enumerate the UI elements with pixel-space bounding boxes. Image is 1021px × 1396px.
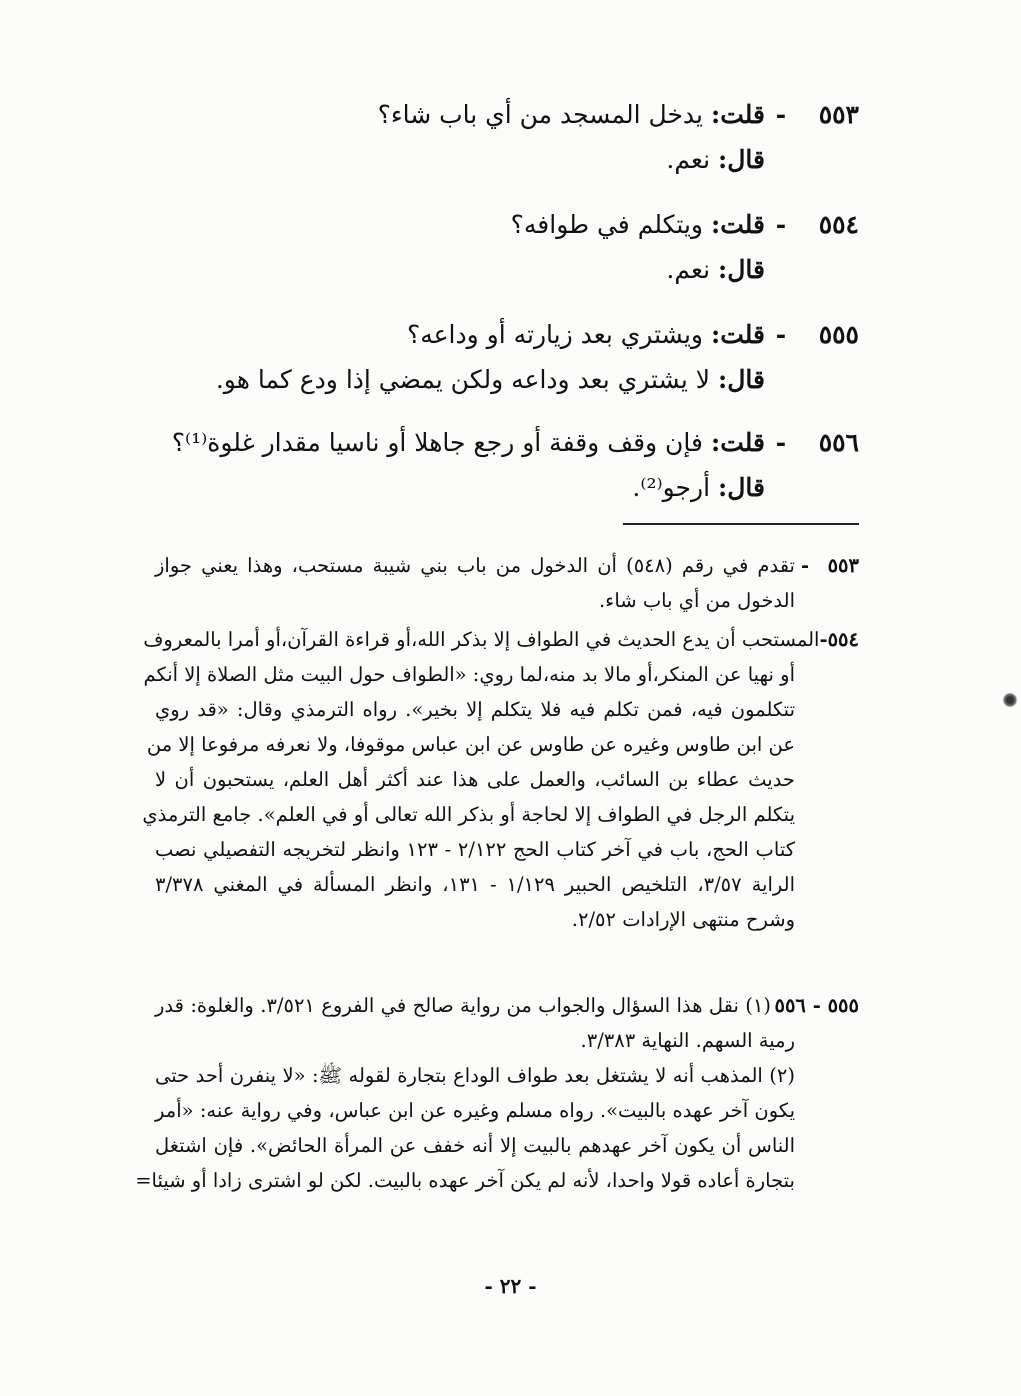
footnote-555-556 <box>135 988 859 1198</box>
dash: - <box>819 628 828 651</box>
question-text: ويتكلم في طوافه؟ <box>510 210 703 239</box>
footnote-first-line <box>155 988 859 1023</box>
footnote-line: المستحب أن يدع الحديث في الطواف إلا بذكر الله،أو قراءة القرآن،أو أمرا بالمعروف <box>143 628 820 651</box>
answer-text: نعم. <box>666 145 711 174</box>
footnote-line: تتكلمون فيه، فمن تكلم فيه فلا يتكلم إلا بخير». رواه الترمذي وقال: «قد روي <box>155 698 795 721</box>
footnote-line: (٢) المذهب أنه لا يشتغل بعد طواف الوداع بتجارة لقوله ﷺ: «لا ينفرن أحد حتى <box>155 1064 795 1087</box>
answer-line <box>120 147 859 172</box>
question-line <box>120 102 859 127</box>
question-line <box>120 212 859 237</box>
answer-text: أرجو⁽²⁾. <box>632 473 711 502</box>
dash: - <box>775 100 787 129</box>
footnote-first-line <box>155 548 859 583</box>
dash: - <box>775 210 787 239</box>
question-text: يدخل المسجد من أي باب شاء؟ <box>377 100 703 129</box>
answer-text: نعم. <box>666 255 711 284</box>
scan-speck <box>1003 692 1017 708</box>
question-label: قلت: <box>710 320 765 349</box>
entry-554 <box>120 212 859 282</box>
footnote-line: حديث عطاء بن السائب، والعمل على هذا عند أكثر أهل العلم، يستحبون أن لا <box>155 768 795 791</box>
footnote-line: تقدم في رقم (٥٤٨) أن الدخول من باب بني شيبة مستحب، وهذا يعني جواز <box>155 554 795 577</box>
footnote-number: ٥٥٤ <box>827 628 859 651</box>
page-number: - ٢٢ - <box>484 1274 537 1298</box>
footnote-line: عن ابن طاوس وغيره عن طاوس عن ابن عباس موقوفا، ولا نعرفه مرفوعا إلا من <box>146 733 795 756</box>
footnote-first-line <box>143 622 859 657</box>
question-label: قلت: <box>710 210 765 239</box>
entry-553 <box>120 102 859 172</box>
footnote-line: الدخول من أي باب شاء. <box>598 589 795 612</box>
footnote-line: يكون آخر عهده بالبيت». رواه مسلم وغيره عن ابن عباس، وفي رواية عنه: «أمر <box>155 1099 795 1122</box>
footnote-line: بتجارة أعاده قولا واحدا، لأنه لم يكن آخر عهده بالبيت. لكن لو اشترى زادا أو شيئا= <box>135 1169 795 1192</box>
footnote-553 <box>155 548 859 618</box>
answer-line <box>120 367 859 392</box>
question-text: فإن وقف وقفة أو رجع جاهلا أو ناسيا مقدار غلوة⁽¹⁾؟ <box>171 428 703 457</box>
entry-555 <box>120 322 859 392</box>
footnote-line: أو نهيا عن المنكر،أو مالا بد منه،لما روي: «الطواف حول البيت مثل الصلاة إلا أنكم <box>143 663 795 686</box>
footnote-line: وشرح منتهى الإرادات ٢/٥٢. <box>571 908 795 931</box>
footnote-number: ٥٥٣ <box>827 554 859 577</box>
entry-number: ٥٥٣ <box>818 100 859 129</box>
answer-line <box>120 257 859 282</box>
footnote-number: ٥٥٥ - ٥٥٦ <box>774 994 859 1017</box>
answer-label: قال: <box>718 255 765 284</box>
footnote-line: كتاب الحج، باب في آخر كتاب الحج ٢/١٢٢ - ١٢٣ وانظر لتخريجه التفصيلي نصب <box>155 838 795 861</box>
footnote-line: الناس أن يكون آخر عهدهم بالبيت إلا أنه خفف عن المرأة الحائض». فإن اشتغل <box>155 1134 795 1157</box>
answer-line <box>120 475 859 500</box>
footnote-line: يتكلم الرجل في الطواف إلا لحاجة أو بذكر الله تعالى أو في العلم». جامع الترمذي <box>142 803 795 826</box>
question-label: قلت: <box>710 100 765 129</box>
dash: - <box>800 554 810 577</box>
answer-label: قال: <box>718 365 765 394</box>
question-line <box>120 430 859 455</box>
footnote-separator <box>623 523 859 525</box>
footnote-554 <box>142 622 859 937</box>
entry-number: ٥٥٦ <box>818 428 859 457</box>
answer-label: قال: <box>718 145 765 174</box>
footnote-line: رمية السهم. النهاية ٣/٣٨٣. <box>580 1029 795 1052</box>
entry-number: ٥٥٥ <box>818 320 859 349</box>
entry-number: ٥٥٤ <box>818 210 859 239</box>
question-label: قلت: <box>710 428 765 457</box>
answer-text: لا يشتري بعد وداعه ولكن يمضي إذا ودع كما هو. <box>215 365 711 394</box>
question-line <box>120 322 859 347</box>
footnote-line: الراية ٣/٥٧، التلخيص الحبير ١/١٢٩ - ١٣١، وانظر المسألة في المغني ٣/٣٧٨ <box>155 873 795 896</box>
dash: - <box>775 320 787 349</box>
question-text: ويشتري بعد زيارته أو وداعه؟ <box>406 320 703 349</box>
footnote-line: (١) نقل هذا السؤال والجواب من رواية صالح في الفروع ٣/٥٢١. والغلوة: قدر <box>155 994 771 1017</box>
answer-label: قال: <box>718 473 765 502</box>
entry-556 <box>120 430 859 500</box>
dash: - <box>775 428 787 457</box>
